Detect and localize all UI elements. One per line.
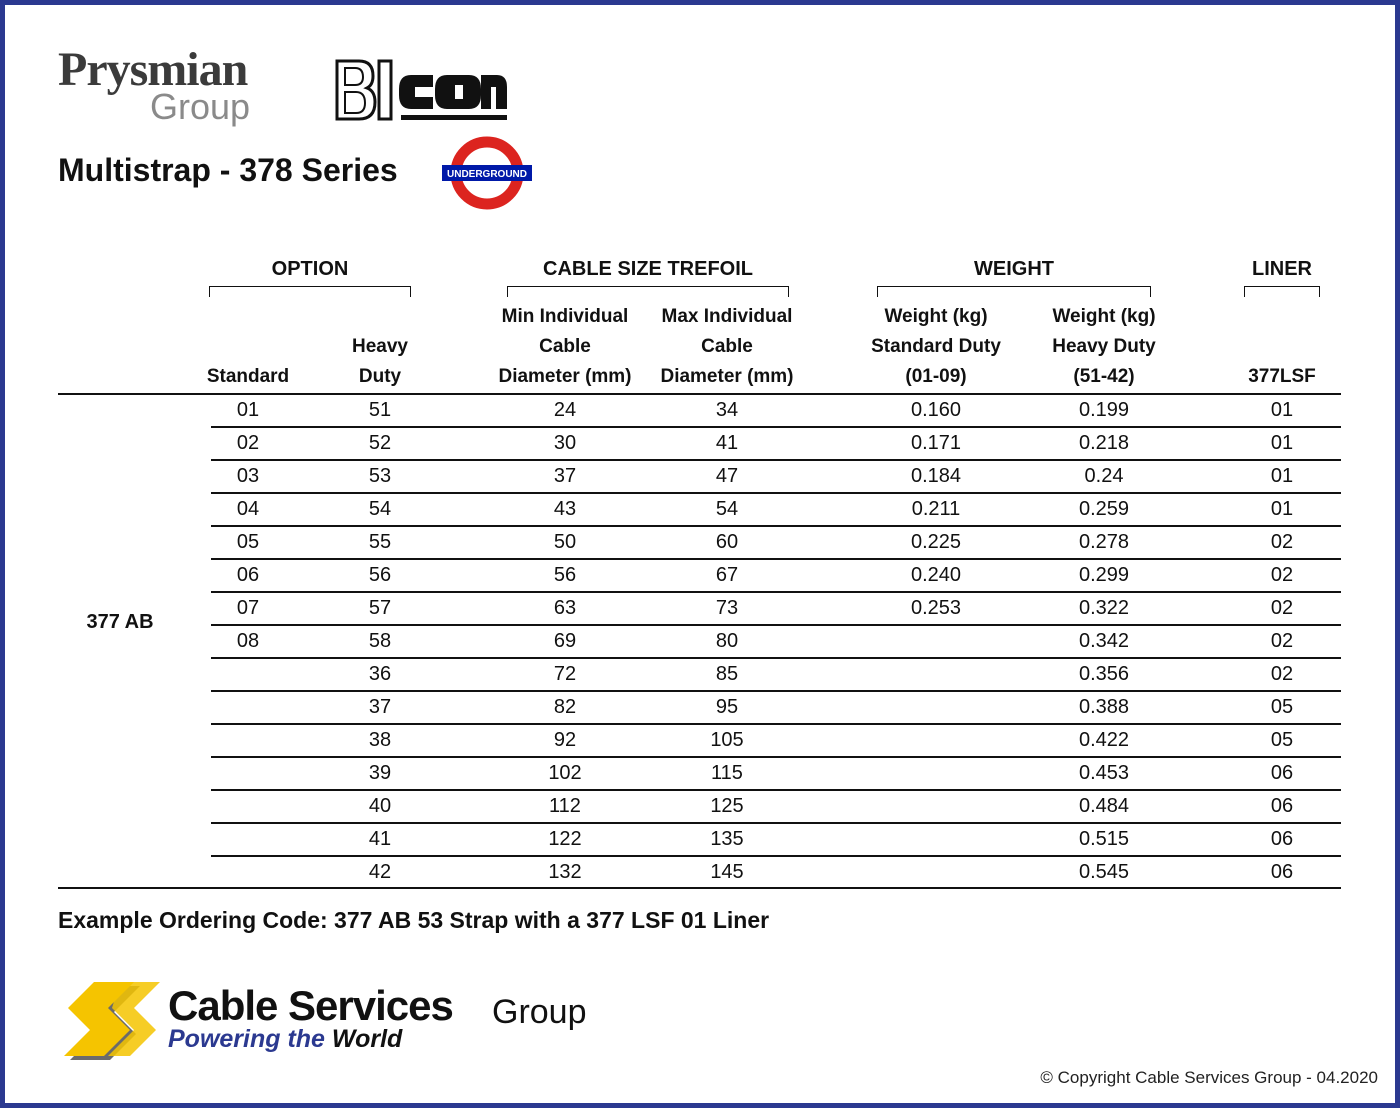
- table-cell-heavy-duty: 52: [368, 432, 392, 454]
- table-cell-liner: 06: [1270, 762, 1294, 784]
- table-cell-min-diameter: 69: [553, 630, 577, 652]
- col-header-standard: Standard: [206, 366, 290, 387]
- table-cell-weight-standard: 0.171: [910, 432, 962, 454]
- table-cell-max-diameter: 105: [710, 729, 744, 751]
- table-cell-min-diameter: 92: [553, 729, 577, 751]
- example-ordering-code: Example Ordering Code: 377 AB 53 Strap with a 377 LSF 01 Liner: [58, 907, 770, 933]
- table-cell-min-diameter: 43: [553, 498, 577, 520]
- table-cell-liner: 06: [1270, 828, 1294, 850]
- roundel-text: UNDERGROUND: [447, 169, 527, 180]
- prysmian-logo: [58, 42, 268, 137]
- col-header-min-diameter: Min Individual Cable Diameter (mm): [498, 306, 632, 387]
- table-cell-liner: 01: [1270, 399, 1294, 421]
- table-cell-max-diameter: 135: [710, 828, 744, 850]
- table-cell-weight-standard: 0.184: [910, 465, 962, 487]
- table-cell-liner: 01: [1270, 498, 1294, 520]
- table-cell-heavy-duty: 38: [368, 729, 392, 751]
- table-cell-weight-heavy: 0.388: [1078, 696, 1130, 718]
- table-cell-liner: 01: [1270, 465, 1294, 487]
- group-header-cable-size: CABLE SIZE TREFOIL: [543, 258, 753, 280]
- table-cell-heavy-duty: 56: [368, 564, 392, 586]
- table-cell-weight-heavy: 0.322: [1078, 597, 1130, 619]
- table-cell-weight-heavy: 0.422: [1078, 729, 1130, 751]
- table-cell-max-diameter: 145: [710, 861, 744, 883]
- col-header-heavy-duty: Heavy Duty: [352, 336, 408, 387]
- table-cell-weight-heavy: 0.342: [1078, 630, 1130, 652]
- cable-services-group-word: Group: [492, 993, 587, 1031]
- copyright-notice: © Copyright Cable Services Group - 04.2020: [1040, 1068, 1378, 1087]
- table-cell-min-diameter: 122: [548, 828, 582, 850]
- weight-bracket: [877, 286, 1151, 297]
- table-cell-standard: 04: [236, 498, 260, 520]
- table-cell-liner: 05: [1270, 696, 1294, 718]
- table-cell-min-diameter: 56: [553, 564, 577, 586]
- table-cell-min-diameter: 63: [553, 597, 577, 619]
- table-cell-heavy-duty: 57: [368, 597, 392, 619]
- table-cell-heavy-duty: 41: [368, 828, 392, 850]
- table-cell-weight-heavy: 0.259: [1078, 498, 1130, 520]
- table-cell-max-diameter: 115: [711, 762, 743, 784]
- table-cell-weight-heavy: 0.356: [1078, 663, 1130, 685]
- table-cell-weight-standard: 0.253: [910, 597, 962, 619]
- table-cell-min-diameter: 102: [548, 762, 582, 784]
- table-cell-weight-heavy: 0.299: [1078, 564, 1130, 586]
- table-cell-liner: 02: [1270, 597, 1294, 619]
- table-cell-min-diameter: 112: [549, 795, 581, 817]
- table-cell-heavy-duty: 40: [368, 795, 392, 817]
- cable-size-bracket: [507, 286, 789, 297]
- table-cell-heavy-duty: 36: [368, 663, 392, 685]
- table-cell-min-diameter: 24: [553, 399, 577, 421]
- table-cell-standard: 06: [236, 564, 260, 586]
- table-cell-heavy-duty: 51: [368, 399, 392, 421]
- table-cell-min-diameter: 82: [553, 696, 577, 718]
- table-cell-weight-standard: 0.160: [910, 399, 962, 421]
- underground-roundel-logo: [442, 136, 532, 210]
- table-cell-liner: 02: [1270, 564, 1294, 586]
- table-cell-max-diameter: 54: [715, 498, 739, 520]
- table-cell-standard: 01: [236, 399, 260, 421]
- table-cell-min-diameter: 50: [553, 531, 577, 553]
- table-cell-standard: 02: [236, 432, 260, 454]
- table-cell-heavy-duty: 39: [368, 762, 392, 784]
- table-cell-max-diameter: 41: [715, 432, 739, 454]
- table-cell-liner: 06: [1270, 795, 1294, 817]
- col-header-weight-heavy: Weight (kg) Heavy Duty (51-42): [1052, 306, 1156, 387]
- table-cell-heavy-duty: 42: [368, 861, 392, 883]
- cable-services-chevron-logo: [60, 978, 170, 1060]
- table-cell-liner: 01: [1270, 432, 1294, 454]
- table-cell-max-diameter: 60: [715, 531, 739, 553]
- table-cell-max-diameter: 85: [715, 663, 739, 685]
- table-cell-weight-heavy: 0.545: [1078, 861, 1130, 883]
- table-cell-min-diameter: 30: [553, 432, 577, 454]
- group-header-option: OPTION: [271, 258, 349, 280]
- table-cell-weight-heavy: 0.278: [1078, 531, 1130, 553]
- table-cell-heavy-duty: 55: [368, 531, 392, 553]
- table-cell-standard: 03: [236, 465, 260, 487]
- table-cell-heavy-duty: 58: [368, 630, 392, 652]
- table-cell-standard: 08: [236, 630, 260, 652]
- table-cell-heavy-duty: 37: [368, 696, 392, 718]
- table-cell-weight-standard: 0.211: [911, 498, 961, 520]
- table-cell-liner: 02: [1270, 630, 1294, 652]
- table-cell-weight-heavy: 0.218: [1078, 432, 1130, 454]
- page-title: Multistrap - 378 Series: [58, 152, 398, 188]
- col-header-liner: 377LSF: [1248, 366, 1316, 387]
- product-code-label: 377 AB: [86, 611, 154, 633]
- table-cell-min-diameter: 72: [553, 663, 577, 685]
- table-cell-weight-standard: 0.240: [910, 564, 962, 586]
- prysmian-logo-group: Group: [150, 86, 251, 127]
- table-cell-max-diameter: 73: [715, 597, 739, 619]
- group-header-weight: WEIGHT: [974, 258, 1054, 280]
- table-cell-liner: 02: [1270, 531, 1294, 553]
- table-cell-weight-heavy: 0.484: [1078, 795, 1130, 817]
- table-cell-liner: 02: [1270, 663, 1294, 685]
- table-cell-weight-heavy: 0.453: [1078, 762, 1130, 784]
- table-cell-heavy-duty: 53: [368, 465, 392, 487]
- table-cell-max-diameter: 95: [715, 696, 739, 718]
- col-header-weight-standard: Weight (kg) Standard Duty (01-09): [871, 306, 1001, 387]
- option-bracket: [209, 286, 411, 297]
- table-cell-weight-heavy: 0.24: [1084, 465, 1124, 487]
- table-cell-max-diameter: 47: [715, 465, 739, 487]
- table-cell-min-diameter: 37: [553, 465, 577, 487]
- table-cell-max-diameter: 67: [715, 564, 739, 586]
- table-cell-weight-standard: 0.225: [910, 531, 962, 553]
- table-cell-weight-heavy: 0.515: [1078, 828, 1130, 850]
- table-cell-standard: 05: [236, 531, 260, 553]
- table-bottom-rule: [58, 887, 1341, 889]
- table-cell-weight-heavy: 0.199: [1078, 399, 1130, 421]
- table-cell-heavy-duty: 54: [368, 498, 392, 520]
- table-cell-max-diameter: 125: [710, 795, 744, 817]
- prysmian-logo-word: Prysmian: [58, 43, 248, 96]
- table-cell-max-diameter: 80: [715, 630, 739, 652]
- group-header-liner: LINER: [1252, 258, 1312, 280]
- liner-bracket: [1244, 286, 1320, 297]
- bicon-logo: [335, 55, 510, 125]
- table-cell-min-diameter: 132: [548, 861, 582, 883]
- cable-services-tagline: Powering the World: [168, 1025, 403, 1053]
- table-cell-max-diameter: 34: [715, 399, 739, 421]
- table-cell-liner: 05: [1270, 729, 1294, 751]
- cable-services-name: Cable Services: [168, 982, 453, 1029]
- table-cell-standard: 07: [236, 597, 260, 619]
- col-header-max-diameter: Max Individual Cable Diameter (mm): [660, 306, 794, 387]
- table-cell-liner: 06: [1270, 861, 1294, 883]
